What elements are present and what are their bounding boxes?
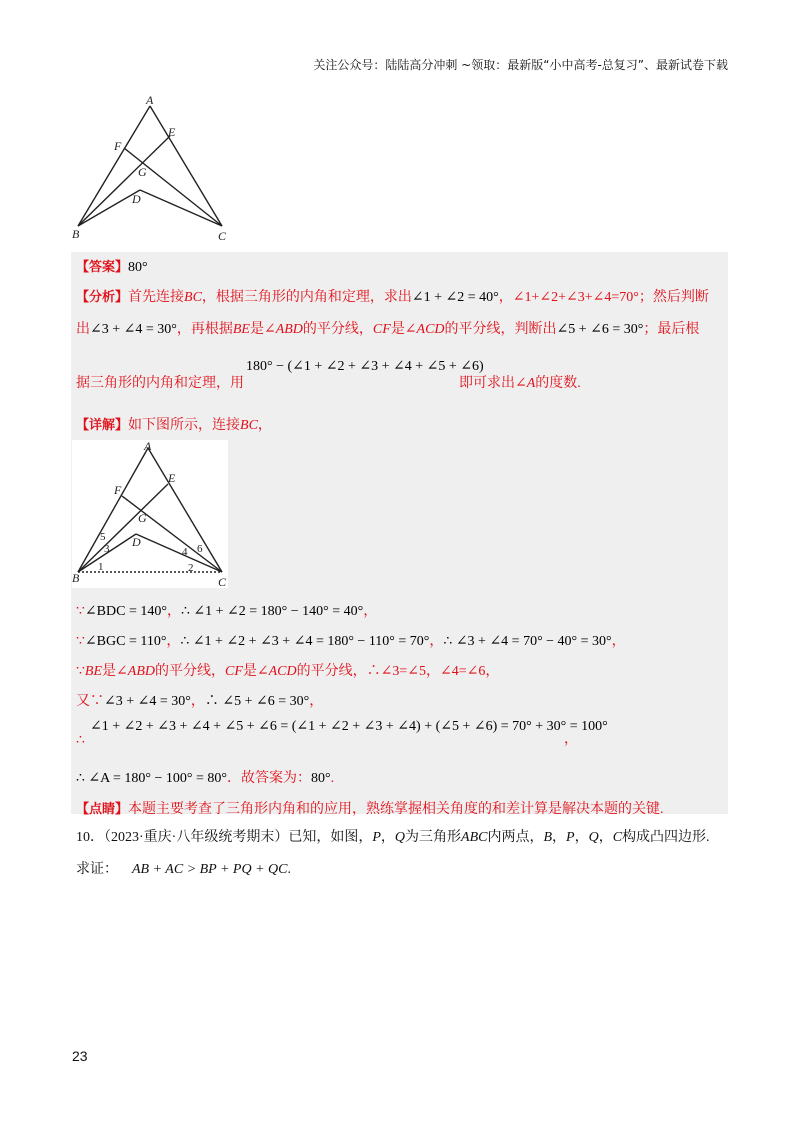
question-10 <box>76 826 710 846</box>
step-4 <box>76 690 323 710</box>
prove-label: 求证： <box>76 862 118 877</box>
analysis-big-formula: 180° − (∠1 + ∠2 + ∠3 + ∠4 + ∠5 + ∠6) <box>246 359 484 374</box>
step-text: ， <box>190 694 205 709</box>
analysis-text: ；最后根 <box>643 322 700 337</box>
question-text: 内两点， <box>487 830 544 845</box>
step-text: ， <box>363 604 378 619</box>
analysis-text: 即可求出∠ <box>459 376 527 391</box>
label-e: E <box>168 471 176 485</box>
label-f: F <box>114 483 122 497</box>
label-a: A <box>146 93 154 107</box>
step-text: ， <box>309 694 324 709</box>
answer-value: 80° <box>128 260 148 275</box>
question-var: P <box>566 830 575 845</box>
analysis-formula: ∠5 + ∠6 = 30° <box>556 322 644 337</box>
step-text: ， <box>166 634 181 649</box>
analysis-text: ，∠1+∠2+∠3+∠4=70°；然后判断 <box>498 290 709 305</box>
question-prove <box>76 858 291 878</box>
page-number: 23 <box>72 1048 88 1064</box>
step-text: ， <box>166 604 181 619</box>
analysis-var: A <box>526 376 536 391</box>
answer-line <box>76 256 148 276</box>
analysis-text: 是∠ <box>390 322 417 337</box>
question-number: 10． <box>76 830 104 845</box>
step-text: ∵ <box>76 634 85 649</box>
label-g: G <box>138 165 147 179</box>
label-b: B <box>72 571 80 585</box>
analysis-var: BE <box>232 322 250 337</box>
analysis-line-1 <box>76 286 709 306</box>
step-formula: 80° <box>310 771 331 786</box>
step-text: 是∠ <box>242 664 269 679</box>
label-angle-4: 4 <box>182 546 188 558</box>
question-text: ， <box>598 830 613 845</box>
answer-tag: 【答案】 <box>76 260 129 275</box>
detail-intro <box>76 414 272 434</box>
question-text: 构成凸四边形. <box>622 830 710 845</box>
analysis-var: CF <box>372 322 391 337</box>
step-text: ．故答案为： <box>226 771 311 786</box>
line-cf <box>124 148 222 226</box>
question-text: ， <box>380 830 395 845</box>
step-3 <box>76 660 499 680</box>
comment-tag: 【点睛】 <box>76 802 129 817</box>
detail-text: ， <box>257 418 272 433</box>
step-text: ∵ <box>76 664 85 679</box>
step-formula: ∴ ∠3 + ∠4 = 70° − 40° = 30° <box>443 634 612 649</box>
detail-var: BC <box>240 418 258 433</box>
step-5-therefore: ∴ <box>76 733 85 748</box>
question-text: 为三角形 <box>405 830 462 845</box>
analysis-tag: 【分析】 <box>76 290 129 305</box>
analysis-var: ACD <box>416 322 445 337</box>
step-formula: ∴ ∠A = 180° − 100° = 80° <box>76 771 227 786</box>
prove-expression: AB + AC > BP + PQ + QC <box>132 862 288 877</box>
step-5-equation: ∠1 + ∠2 + ∠3 + ∠4 + ∠5 + ∠6 = (∠1 + ∠2 + ∠3 + ∠4) + (∠5 + ∠6) = 70° + 30° = 100° <box>90 719 608 734</box>
question-var: B <box>543 830 553 845</box>
triangle-figure-2 <box>72 440 228 588</box>
label-angle-1: 1 <box>98 561 104 573</box>
step-formula: ∠BDC = 140° <box>84 604 167 619</box>
analysis-text: 的平分线， <box>302 322 373 337</box>
question-text: ， <box>574 830 589 845</box>
step-var: ACD <box>268 664 297 679</box>
step-1 <box>76 600 377 620</box>
label-angle-3: 3 <box>104 543 110 555</box>
step-text: ， <box>611 634 626 649</box>
analysis-formula: ∠3 + ∠4 = 30° <box>90 322 177 337</box>
step-2 <box>76 630 626 650</box>
analysis-text: 首先连接 <box>128 290 185 305</box>
analysis-var: ABD <box>275 322 303 337</box>
label-angle-2: 2 <box>188 562 194 574</box>
analysis-var: BC <box>184 290 202 305</box>
prove-end: . <box>287 862 291 877</box>
step-5-comma: ， <box>564 732 578 747</box>
analysis-text: 的平分线，判断出 <box>444 322 557 337</box>
line-dc <box>140 190 222 226</box>
label-a: A <box>144 440 152 453</box>
analysis-line-3a <box>76 372 244 392</box>
step-formula: ∴ ∠1 + ∠2 + ∠3 + ∠4 = 180° − 110° = 70° <box>180 634 430 649</box>
question-text: ， <box>552 830 567 845</box>
label-c: C <box>218 575 227 588</box>
step-text: 的平分线， <box>154 664 225 679</box>
label-e: E <box>168 125 176 139</box>
page-header: 关注公众号：陆陆高分冲刺 ~领取：最新版“小中高考-总复习”、最新试卷下载 <box>313 58 728 72</box>
label-b: B <box>72 227 80 241</box>
comment-line <box>76 798 664 818</box>
step-text: 的平分线， <box>296 664 367 679</box>
step-formula: ∴ ∠5 + ∠6 = 30° <box>204 694 310 709</box>
line-ac <box>150 106 222 226</box>
detail-text: 如下图所示，连接 <box>128 418 241 433</box>
line-ab <box>78 448 148 572</box>
analysis-line-2 <box>76 318 699 338</box>
step-6 <box>76 767 334 787</box>
analysis-text: 出 <box>76 322 90 337</box>
analysis-text: ，根据三角形的内角和定理，求出 <box>201 290 412 305</box>
step-var: CF <box>224 664 243 679</box>
question-var: Q <box>394 830 406 845</box>
label-f: F <box>114 139 122 153</box>
step-text: 是∠ <box>102 664 128 679</box>
step-var: ABD <box>127 664 155 679</box>
analysis-text: 是∠ <box>249 322 276 337</box>
step-formula: ∠BGC = 110° <box>84 634 167 649</box>
detail-tag: 【详解】 <box>76 418 129 433</box>
step-text: ∴∠3=∠5，∠4=∠6， <box>366 664 500 679</box>
step-var: BE <box>84 664 103 679</box>
label-d: D <box>132 192 141 206</box>
analysis-text: ，再根据 <box>176 322 233 337</box>
analysis-line-3b <box>459 372 581 392</box>
question-var: Q <box>588 830 599 845</box>
analysis-text: 据三角形的内角和定理，用 <box>76 376 244 391</box>
analysis-formula: ∠1 + ∠2 = 40° <box>411 290 499 305</box>
triangle-figure-1 <box>70 92 240 244</box>
question-var: P <box>372 830 381 845</box>
label-c: C <box>218 229 227 243</box>
label-g: G <box>138 511 147 525</box>
question-var: C <box>612 830 623 845</box>
step-text: ， <box>429 634 444 649</box>
analysis-text: 的度数. <box>535 376 581 391</box>
comment-text: 本题主要考查了三角形内角和的应用，熟练掌握相关角度的和差计算是解决本题的关键. <box>128 802 664 817</box>
label-d: D <box>132 535 141 549</box>
question-text: （2023·重庆·八年级统考期末）已知，如图， <box>104 830 373 845</box>
step-formula: ∠3 + ∠4 = 30° <box>104 694 191 709</box>
label-angle-6: 6 <box>197 543 203 555</box>
label-angle-5: 5 <box>100 531 106 543</box>
question-var: ABC <box>461 830 488 845</box>
step-text: . <box>330 771 335 786</box>
step-formula: ∴ ∠1 + ∠2 = 180° − 140° = 40° <box>180 604 364 619</box>
step-text: ∵ <box>76 604 85 619</box>
step-text: 又∵ <box>76 694 104 709</box>
